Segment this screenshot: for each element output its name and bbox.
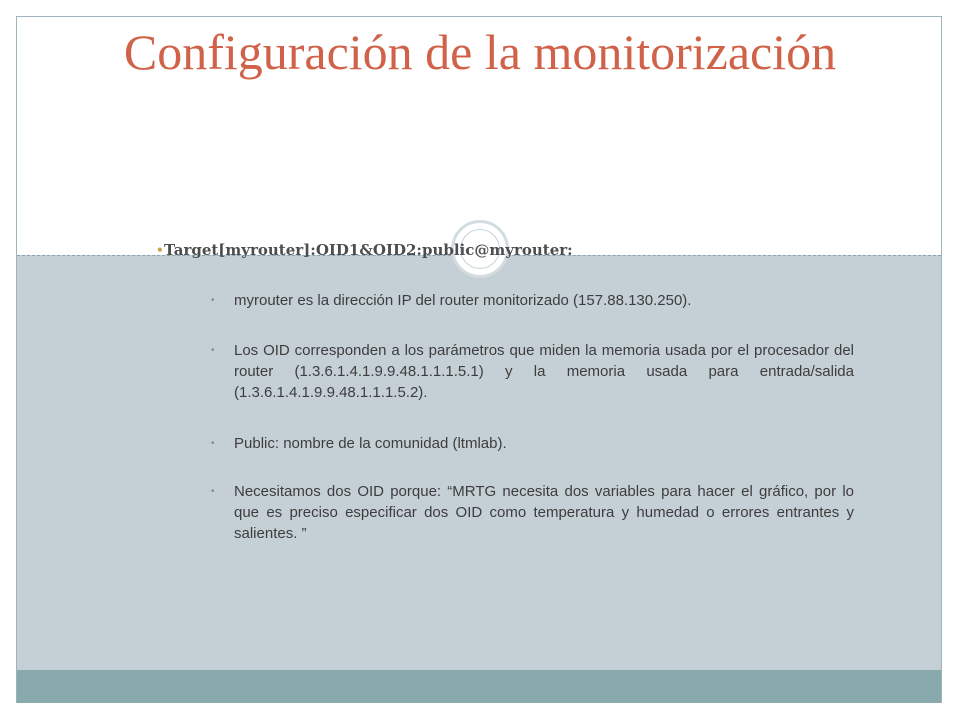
bullet-icon: •: [211, 486, 215, 497]
lower-panel: [17, 255, 941, 670]
main-bullet: [156, 239, 844, 261]
main-bullet-text: Target[myrouter]:OID1&OID2:public@myrouter:: [164, 241, 573, 259]
bullet-icon: •: [211, 295, 215, 306]
bullet-icon: •: [156, 243, 164, 257]
footer-bar: [17, 670, 941, 703]
sub-bullet-text: Necesitamos dos OID porque: “MRTG necesita dos variables para hacer el gráfico, por lo que es preciso especificar dos OID como temperatura y humedad o errores entrantes y salientes. ”: [234, 483, 854, 542]
slide: [16, 16, 942, 703]
sub-bullet: [211, 340, 854, 403]
sub-bullet: [211, 481, 854, 544]
slide-title: Configuración de la monitorización: [123, 24, 837, 80]
bullet-icon: •: [211, 438, 215, 449]
bullet-icon: •: [211, 345, 215, 356]
sub-bullet-text: myrouter es la dirección IP del router monitorizado (157.88.130.250).: [234, 292, 692, 309]
sub-bullet-text: Los OID corresponden a los parámetros que miden la memoria usada por el procesador del router (1.3.6.1.4.1.9.9.48.1.1.1.5.1) y la memoria usada para entrada/salida (1.3.6.1.4.1.9.9.48.1.1.1.5.2).: [234, 342, 854, 401]
sub-bullet: [211, 433, 854, 454]
sub-bullet-text: Public: nombre de la comunidad (ltmlab).: [234, 435, 507, 452]
sub-bullet: [211, 290, 854, 311]
